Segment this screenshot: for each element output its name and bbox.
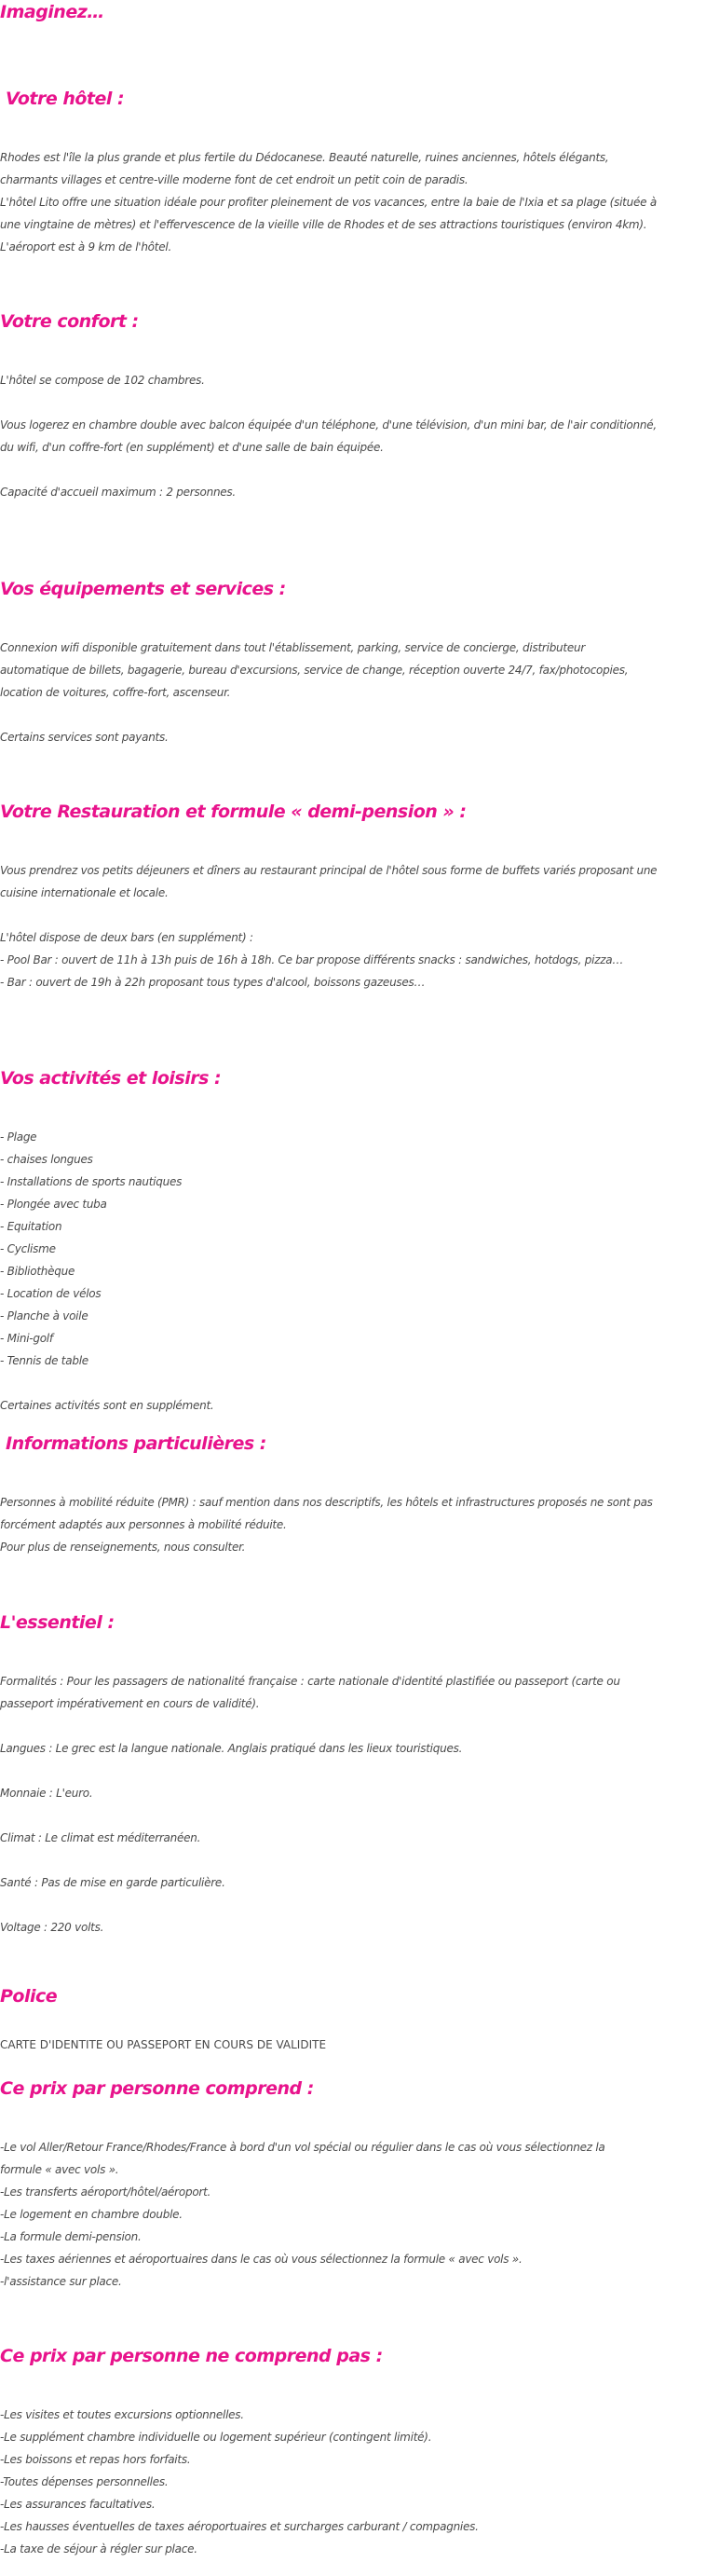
dining-description: [0, 859, 706, 993]
comfort-line: Vous logerez en chambre double avec balcon équipée d'un téléphone, d'une télévision, d'un mini bar, de l'air conditionné,: [0, 418, 657, 432]
particulars-line: forcément adaptés aux personnes à mobilité réduite.: [0, 1518, 287, 1531]
list-item: - Tennis de table: [0, 1354, 88, 1367]
particulars-title: Informations particulières :: [6, 1433, 266, 1454]
excluded-title: Ce prix par personne ne comprend pas :: [0, 2346, 383, 2366]
hotel-line: une vingtaine de mètres) et l'effervescence de la vieille ville de Rhodes et de ses attractions touristiques (environ 4km).: [0, 218, 647, 231]
equipment-title: Vos équipements et services :: [0, 579, 286, 599]
hotel-description: [0, 146, 706, 258]
hotel-line: L'aéroport est à 9 km de l'hôtel.: [0, 240, 172, 253]
equipment-note: Certains services sont payants.: [0, 731, 169, 744]
list-item: - chaises longues: [0, 1153, 93, 1166]
equipment-line: automatique de billets, bagagerie, bureau d'excursions, service de change, réception ouverte 24/7, fax/photocopies,: [0, 664, 629, 677]
hotel-line: Rhodes est l'île la plus grande et plus fertile du Dédocanese. Beauté naturelle, ruines anciennes, hôtels élégants,: [0, 151, 609, 164]
police-title: Police: [0, 1986, 58, 2007]
dining-title: Votre Restauration et formule « demi-pension » :: [0, 802, 467, 822]
included-title: Ce prix par personne comprend :: [0, 2078, 314, 2099]
list-item: -Toutes dépenses personnelles.: [0, 2475, 169, 2488]
list-item: - Installations de sports nautiques: [0, 1175, 183, 1188]
bars-line: - Bar : ouvert de 19h à 22h proposant tous types d'alcool, boissons gazeuses…: [0, 976, 426, 989]
list-item: - Cyclisme: [0, 1242, 56, 1255]
list-item: - Equitation: [0, 1220, 62, 1233]
equipment-line: Connexion wifi disponible gratuitement dans tout l'établissement, parking, service de concierge, distributeur: [0, 641, 586, 654]
list-item: -Les visites et toutes excursions optionnelles.: [0, 2408, 244, 2421]
list-item: - Plage: [0, 1130, 37, 1144]
list-item: -Les transferts aéroport/hôtel/aéroport.: [0, 2185, 211, 2199]
comfort-rooms: L'hôtel se compose de 102 chambres.: [0, 374, 205, 387]
list-item: - Location de vélos: [0, 1287, 102, 1300]
list-item: - Bibliothèque: [0, 1265, 75, 1278]
particulars-line: Pour plus de renseignements, nous consulter.: [0, 1541, 246, 1554]
essentials-title: L'essentiel :: [0, 1612, 115, 1633]
list-item: -La formule demi-pension.: [0, 2230, 142, 2243]
list-item: -Le logement en chambre double.: [0, 2208, 183, 2221]
intro-title: Imaginez…: [0, 2, 104, 22]
police-text: CARTE D'IDENTITE OU PASSEPORT EN COURS DE VALIDITE: [0, 2038, 327, 2051]
particulars-line: Personnes à mobilité réduite (PMR) : sauf mention dans nos descriptifs, les hôtels et infrastructures proposés ne sont pas: [0, 1496, 653, 1509]
activities-list: [0, 1126, 706, 1417]
activities-title: Vos activités et loisirs :: [0, 1068, 222, 1089]
list-item: -Le supplément chambre individuelle ou logement supérieur (contingent limité).: [0, 2431, 432, 2444]
particulars-description: [0, 1491, 706, 1558]
formalities-line: Formalités : Pour les passagers de nationalité française : carte nationale d'identité plastifiée ou passeport (carte ou: [0, 1675, 620, 1688]
list-item: formule « avec vols ».: [0, 2163, 119, 2176]
excluded-list: [0, 2404, 706, 2560]
bars-line: L'hôtel dispose de deux bars (en supplément) :: [0, 931, 253, 944]
list-item: -Les assurances facultatives.: [0, 2498, 156, 2511]
activities-note: Certaines activités sont en supplément.: [0, 1399, 214, 1412]
health-text: Santé : Pas de mise en garde particulière.: [0, 1876, 225, 1889]
formalities-line: passeport impérativement en cours de validité).: [0, 1697, 260, 1710]
list-item: -Les taxes aériennes et aéroportuaires dans le cas où vous sélectionnez la formule « avec vols ».: [0, 2253, 523, 2266]
comfort-title: Votre confort :: [0, 311, 139, 332]
voltage-text: Voltage : 220 volts.: [0, 1921, 104, 1934]
dining-line: cuisine internationale et locale.: [0, 886, 169, 899]
bars-line: - Pool Bar : ouvert de 11h à 13h puis de 16h à 18h. Ce bar propose différents snacks : sandwiches, hotdogs, pizza…: [0, 953, 624, 966]
comfort-description: [0, 369, 706, 503]
list-item: -Les hausses éventuelles de taxes aéroportuaires et surcharges carburant / compagnies.: [0, 2520, 479, 2533]
climate-text: Climat : Le climat est méditerranéen.: [0, 1831, 201, 1844]
list-item: - Planche à voile: [0, 1309, 88, 1322]
hotel-line: charmants villages et centre-ville moderne font de cet endroit un petit coin de paradis.: [0, 173, 468, 186]
list-item: -l'assistance sur place.: [0, 2275, 122, 2288]
hotel-title: Votre hôtel :: [6, 89, 125, 109]
dining-line: Vous prendrez vos petits déjeuners et dîners au restaurant principal de l'hôtel sous forme de buffets variés proposant une: [0, 864, 658, 877]
list-item: -La taxe de séjour à régler sur place.: [0, 2542, 197, 2555]
list-item: -Les boissons et repas hors forfaits.: [0, 2453, 191, 2466]
comfort-line: du wifi, d'un coffre-fort (en supplément) et d'une salle de bain équipée.: [0, 441, 384, 454]
essentials-description: [0, 1670, 706, 1939]
list-item: -Le vol Aller/Retour France/Rhodes/France à bord d'un vol spécial ou régulier dans le cas où vous sélectionnez la: [0, 2141, 605, 2154]
comfort-capacity: Capacité d'accueil maximum : 2 personnes.: [0, 486, 236, 499]
included-list: [0, 2136, 706, 2293]
equipment-line: location de voitures, coffre-fort, ascenseur.: [0, 686, 231, 699]
currency-text: Monnaie : L'euro.: [0, 1787, 93, 1800]
list-item: - Mini-golf: [0, 1332, 53, 1345]
equipment-description: [0, 637, 706, 748]
list-item: - Plongée avec tuba: [0, 1198, 107, 1211]
hotel-line: L'hôtel Lito offre une situation idéale pour profiter pleinement de vos vacances, entre la baie de l'Ixia et sa plage (située à: [0, 196, 657, 209]
languages-text: Langues : Le grec est la langue nationale. Anglais pratiqué dans les lieux touristiques.: [0, 1742, 463, 1755]
